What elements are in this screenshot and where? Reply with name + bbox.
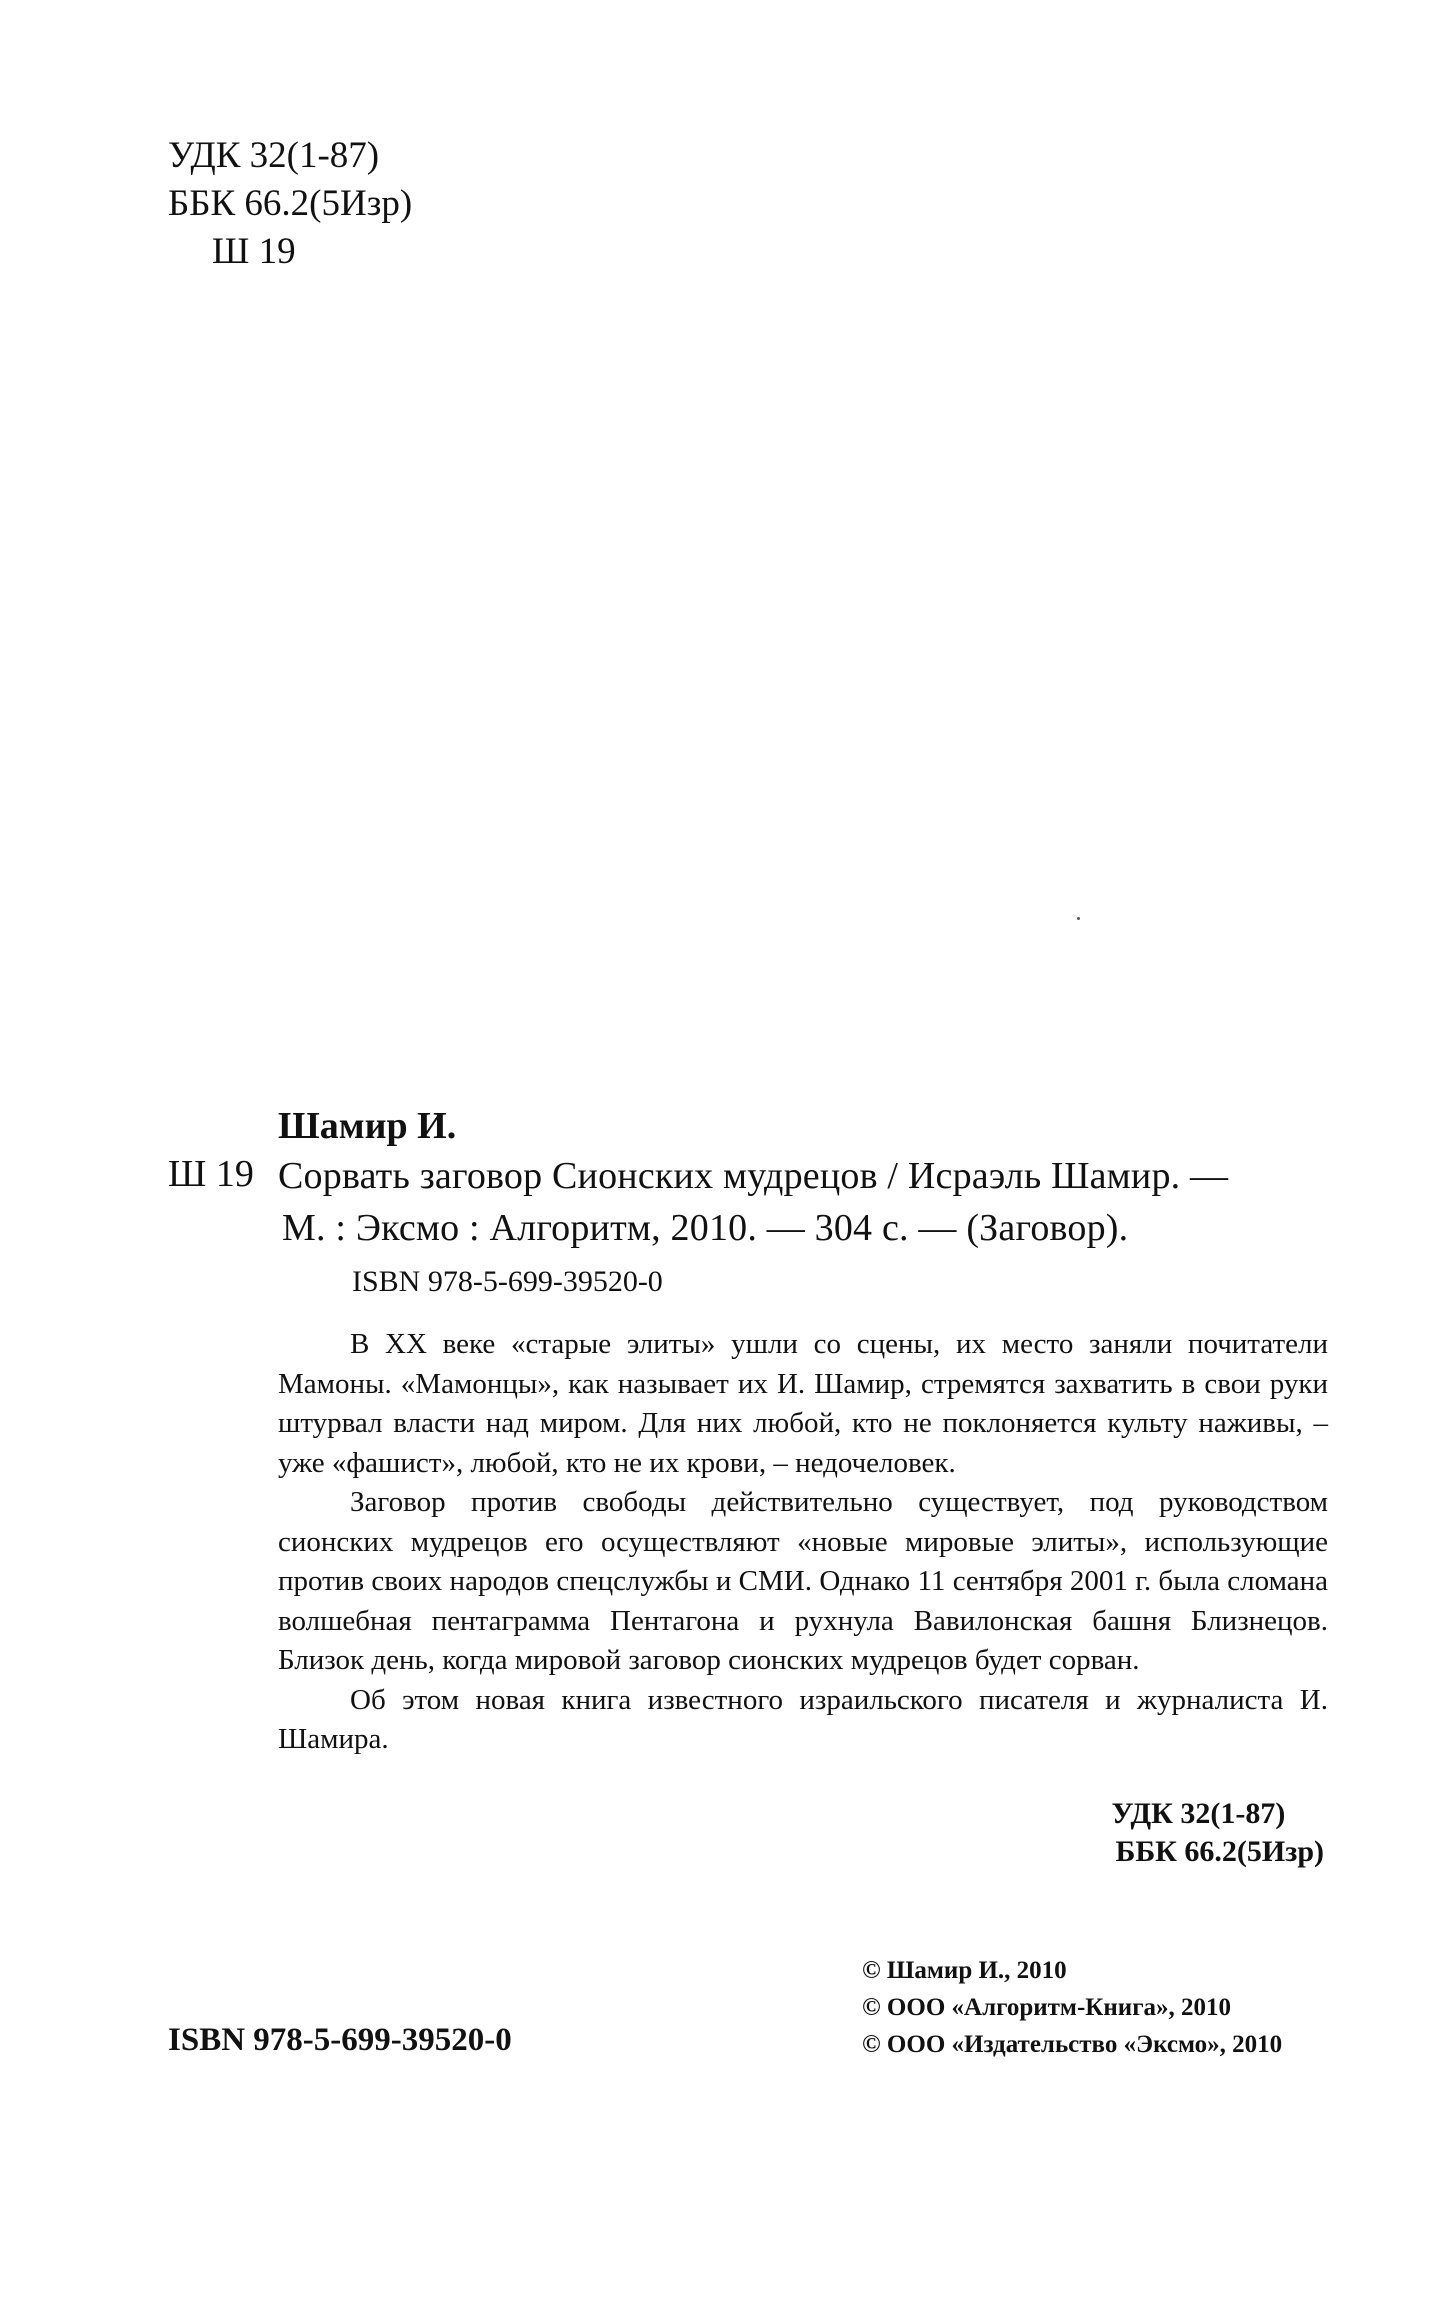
annotation [278, 1325, 1328, 1760]
annotation-paragraph: В XX веке «старые элиты» ушли со сцены, их место заняли почитатели Мамоны. «Мамонцы», как называет их И. Шамир, стремятся захватить в свои руки штурвал власти над миром. Для них любой, кто не поклоняется культу наживы, – уже «фашист», любой, кто не их крови, – недочеловек. [278, 1328, 1328, 1479]
copyright-block [862, 1952, 1282, 2063]
annotation-paragraph: Заговор против свободы действительно существует, под руководством сионских мудрецов его осуществляют «новые мировые элиты», использующие против своих народов спецслужбы и СМИ. Однако 11 сентября 2001 г. была сломана волшебная пентаграмма Пентагона и рухнула Вавилонская башня Близнецов. Близок день, когда мировой заговор сионских мудрецов будет сорван. [278, 1486, 1328, 1676]
print-speck [1077, 917, 1080, 920]
entry-cutter-code: Ш 19 [168, 1153, 254, 1195]
author-heading: Шамир И. [278, 1105, 457, 1147]
copyright-line: © ООО «Алгоритм-Книга», 2010 [862, 1994, 1232, 2021]
bbk-code-bottom: ББК 66.2(5Изр) [1115, 1835, 1324, 1868]
udk-code: УДК 32(1-87) [168, 135, 380, 176]
bib-title-line: Сорвать заговор Сионских мудрецов / Исраэль Шамир. — [278, 1155, 1229, 1197]
isbn-inline: ISBN 978-5-699-39520-0 [352, 1265, 663, 1298]
bibliographic-description [278, 1150, 1338, 1254]
annotation-paragraph: Об этом новая книга известного израильского писателя и журналиста И. Шамира. [278, 1683, 1328, 1755]
bib-publisher-line: М. : Эксмо : Алгоритм, 2010. — 304 с. — (Заговор). [282, 1207, 1129, 1249]
cutter-code: Ш 19 [212, 231, 296, 272]
bottom-classification-block [1112, 1795, 1324, 1871]
isbn-bottom: ISBN 978-5-699-39520-0 [168, 2022, 512, 2058]
udk-code-bottom: УДК 32(1-87) [1111, 1797, 1286, 1830]
copyright-line: © ООО «Издательство «Эксмо», 2010 [862, 2031, 1283, 2058]
bbk-code: ББК 66.2(5Изр) [168, 183, 413, 224]
top-classification-block [168, 132, 412, 276]
copyright-line: © Шамир И., 2010 [862, 1957, 1067, 1984]
